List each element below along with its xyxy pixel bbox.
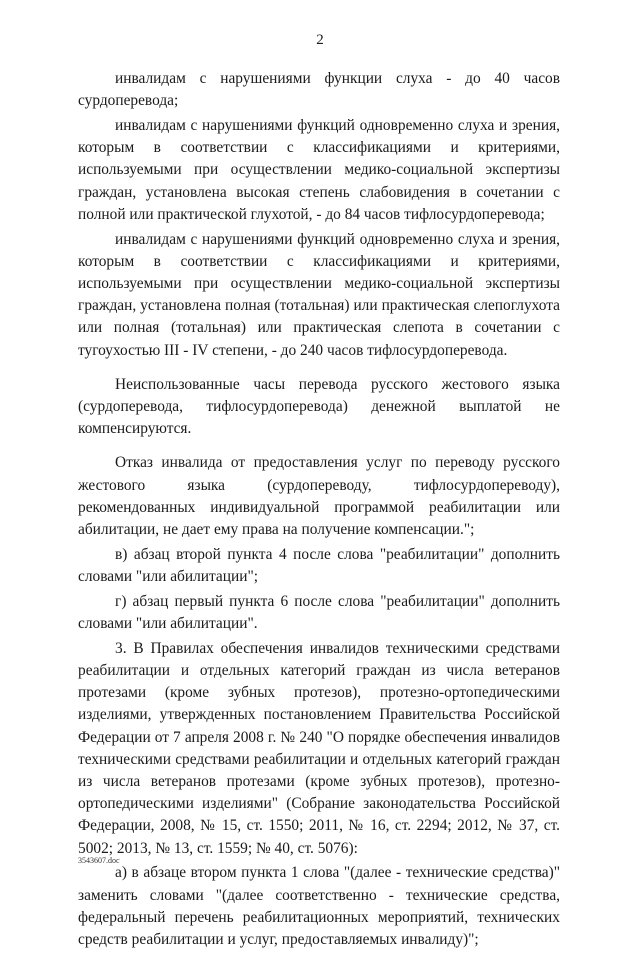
paragraph-deafblind-low-vision: инвалидам с нарушениями функций одновременно слуха и зрения, которым в соответствии с классификациями и критериями, используемыми при осуществлении медико-социальной экспертизы граждан, установлена высокая степень слабовидения в сочетании с полной или практической глухотой, - до 84 часов тифлосурдоперевода; bbox=[78, 117, 560, 223]
paragraph-item-a: а) в абзаце втором пункта 1 слова "(далее - технические средства)" заменить словами "(далее соответственно - технические средства, федеральный перечень реабилитационных мероприятий, технических средств реабилитации и услуг, предоставляемых инвалиду)"; bbox=[78, 864, 560, 949]
paragraph-deafblind-total: инвалидам с нарушениями функций одновременно слуха и зрения, которым в соответствии с классификациями и критериями, используемыми при осуществлении медико-социальной экспертизы граждан, установлена полная (тотальная) или практическая слепоглухота или полная (тотальная) или практическая слепота в сочетании с тугоухостью III - IV степени, - до 240 часов тифлосурдоперевода. bbox=[78, 230, 560, 359]
paragraph-section-3: 3. В Правилах обеспечения инвалидов техническими средствами реабилитации и отдельных категорий граждан из числа ветеранов протезами (кроме зубных протезов), протезно-ортопедическими изделиями, утвержденных постановлением Правительства Российской Федерации от 7 апреля 2008 г. № 240 "О порядке обеспечения инвалидов техническими средствами реабилитации и отдельных категорий граждан из числа ветеранов протезами (кроме зубных протезов), протезно-ортопедическими изделиями" (Собрание законодательства Российской Федерации, 2008, № 15, ст. 1550; 2011, № 16, ст. 2294; 2012, № 37, ст. 5002; 2013, № 13, ст. 1559; № 40, ст. 5076): bbox=[78, 639, 560, 857]
paragraph-unused-hours: Неиспользованные часы перевода русского жестового языка (сурдоперевода, тифлосурдоперевода) денежной выплатой не компенсируются. bbox=[78, 375, 560, 438]
paragraph-refusal: Отказ инвалида от предоставления услуг по переводу русского жестового языка (сурдопереводу, тифлосурдопереводу), рекомендованных индивидуальной программой реабилитации или абилитации, не дает ему права на получение компенсации."; bbox=[78, 454, 560, 539]
document-body bbox=[78, 68, 560, 954]
paragraph-item-v: в) абзац второй пункта 4 после слова "реабилитации" дополнить словами "или абилитации"; bbox=[78, 545, 560, 586]
paragraph-hearing-impaired: инвалидам с нарушениями функции слуха - до 40 часов сурдоперевода; bbox=[78, 70, 560, 110]
document-file-code: 3543607.doc bbox=[78, 856, 120, 865]
page-number: 2 bbox=[316, 32, 324, 48]
paragraph-item-g: г) абзац первый пункта 6 после слова "реабилитации" дополнить словами "или абилитации". bbox=[78, 592, 560, 633]
